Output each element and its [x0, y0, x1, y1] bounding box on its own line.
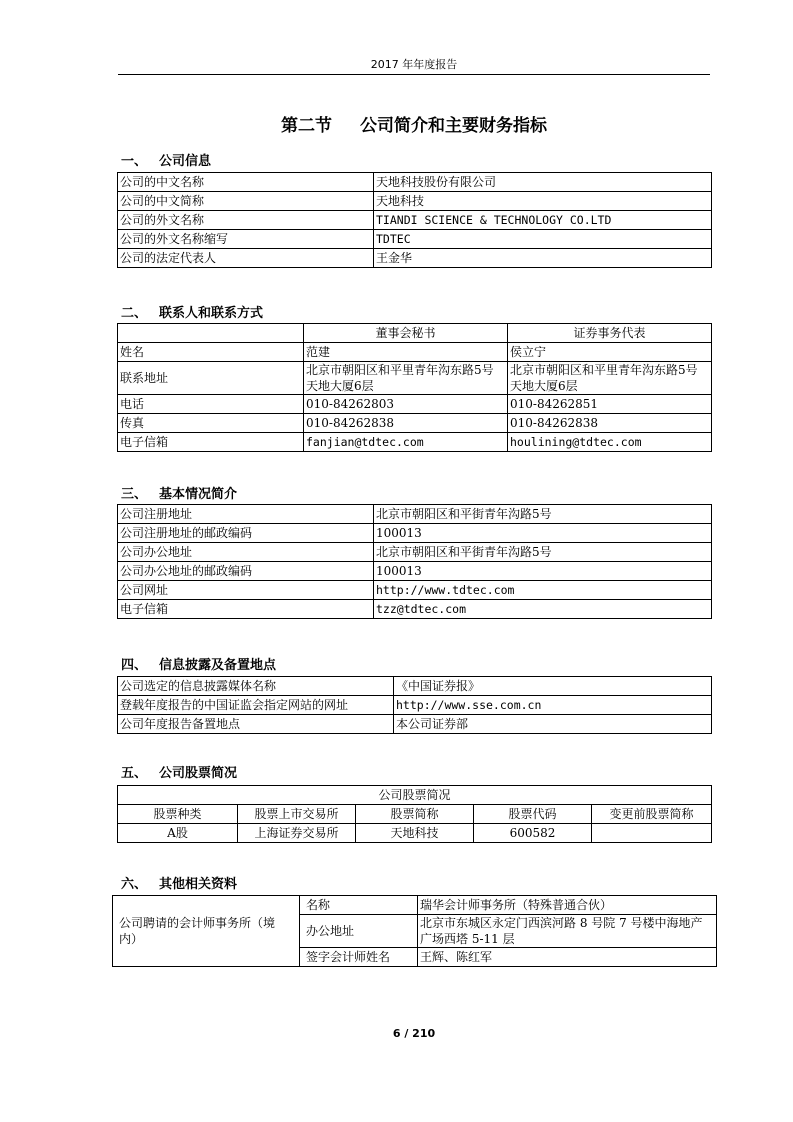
column-header: 变更前股票简称 [592, 805, 712, 824]
table-row [118, 343, 712, 362]
cell-value: 《中国证券报》 [394, 677, 712, 696]
cell-label: 公司的中文简称 [118, 192, 374, 211]
cell-label: 名称 [300, 896, 418, 915]
cell-label: 公司选定的信息披露媒体名称 [118, 677, 394, 696]
table-row [118, 696, 712, 715]
section-heading-other: 六、 其他相关资料 [121, 877, 238, 892]
cell-value: 100013 [374, 562, 712, 581]
cell-label: 办公地址 [300, 915, 418, 948]
cell-label: 签字会计师姓名 [300, 948, 418, 967]
section-heading-company-info: 一、 公司信息 [121, 154, 212, 169]
table-row [118, 505, 712, 524]
cell-value: 本公司证券部 [394, 715, 712, 734]
cell-label: 公司注册地址的邮政编码 [118, 524, 374, 543]
cell-label: 姓名 [118, 343, 304, 362]
cell-label: 公司年度报告备置地点 [118, 715, 394, 734]
column-header: 证券事务代表 [508, 324, 712, 343]
cell-value: 范建 [304, 343, 508, 362]
cell-value: 王辉、陈红军 [418, 948, 717, 967]
table-header-row [118, 324, 712, 343]
basic-info-table [117, 504, 712, 619]
column-header: 股票上市交易所 [238, 805, 356, 824]
group-label: 公司聘请的会计师事务所（境内） [113, 896, 300, 967]
table-row [118, 433, 712, 452]
header-rule [118, 74, 710, 75]
table-row [118, 362, 712, 395]
table-row [118, 600, 712, 619]
section-heading-disclosure: 四、 信息披露及备置地点 [121, 658, 277, 673]
cell-value: 上海证券交易所 [238, 824, 356, 843]
cell-value [592, 824, 712, 843]
cell-label: 公司的外文名称缩写 [118, 230, 374, 249]
section-heading-stock: 五、 公司股票简况 [121, 766, 238, 781]
table-row [118, 414, 712, 433]
table-caption: 公司股票简况 [118, 786, 712, 805]
table-row [118, 192, 712, 211]
section-heading-contacts: 二、 联系人和联系方式 [121, 306, 264, 321]
cell-value: fanjian@tdtec.com [304, 433, 508, 452]
table-row [118, 173, 712, 192]
section-heading-basic-info: 三、 基本情况简介 [121, 487, 238, 502]
stock-table [117, 785, 712, 843]
cell-label: 公司注册地址 [118, 505, 374, 524]
cell-value: TIANDI SCIENCE & TECHNOLOGY CO.LTD [374, 211, 712, 230]
table-row [118, 824, 712, 843]
cell-label: 公司的法定代表人 [118, 249, 374, 268]
column-header: 股票种类 [118, 805, 238, 824]
cell-value: 天地科技股份有限公司 [374, 173, 712, 192]
other-info-table [112, 895, 717, 967]
cell-value: 侯立宁 [508, 343, 712, 362]
report-header: 2017 年年度报告 [370, 58, 458, 71]
cell-value: 王金华 [374, 249, 712, 268]
cell-value: 北京市朝阳区和平街青年沟路5号 [374, 505, 712, 524]
disclosure-table [117, 676, 712, 734]
cell-value: houlining@tdtec.com [508, 433, 712, 452]
table-row [118, 715, 712, 734]
cell-value: 瑞华会计师事务所（特殊普通合伙） [418, 896, 717, 915]
cell-value: http://www.sse.com.cn [394, 696, 712, 715]
cell-label: 公司网址 [118, 581, 374, 600]
table-row [118, 249, 712, 268]
company-info-table [117, 172, 712, 268]
table-row [118, 230, 712, 249]
table-row [118, 395, 712, 414]
section-number: 第二节 [281, 116, 332, 136]
cell-label: 公司办公地址的邮政编码 [118, 562, 374, 581]
cell-value: 600582 [474, 824, 592, 843]
cell-label: 传真 [118, 414, 304, 433]
cell-value: 北京市朝阳区和平里青年沟东路5号天地大厦6层 [508, 362, 712, 395]
cell-label: 电子信箱 [118, 600, 374, 619]
cell-value: 100013 [374, 524, 712, 543]
cell-value: 010-84262803 [304, 395, 508, 414]
cell-value: 北京市朝阳区和平街青年沟路5号 [374, 543, 712, 562]
cell-label: 电话 [118, 395, 304, 414]
cell-value: 北京市朝阳区和平里青年沟东路5号天地大厦6层 [304, 362, 508, 395]
cell-value: 010-84262838 [304, 414, 508, 433]
cell-value: TDTEC [374, 230, 712, 249]
cell-value: A股 [118, 824, 238, 843]
cell-value: http://www.tdtec.com [374, 581, 712, 600]
table-row [118, 562, 712, 581]
cell-label: 公司的外文名称 [118, 211, 374, 230]
cell-label: 公司的中文名称 [118, 173, 374, 192]
cell-value: 北京市东城区永定门西滨河路 8 号院 7 号楼中海地产广场西塔 5-11 层 [418, 915, 717, 948]
contacts-table [117, 323, 712, 452]
table-header-row [118, 805, 712, 824]
cell-label: 登载年度报告的中国证监会指定网站的网址 [118, 696, 394, 715]
cell-value: 天地科技 [356, 824, 474, 843]
cell-value: 010-84262851 [508, 395, 712, 414]
section-name: 公司简介和主要财务指标 [360, 116, 547, 136]
column-header: 董事会秘书 [304, 324, 508, 343]
column-header: 股票简称 [356, 805, 474, 824]
cell-value: tzz@tdtec.com [374, 600, 712, 619]
cell-value: 010-84262838 [508, 414, 712, 433]
cell-label: 联系地址 [118, 362, 304, 395]
cell-value: 天地科技 [374, 192, 712, 211]
cell-label: 电子信箱 [118, 433, 304, 452]
table-caption-row [118, 786, 712, 805]
column-header: 股票代码 [474, 805, 592, 824]
cell-label: 公司办公地址 [118, 543, 374, 562]
page-title [118, 111, 710, 136]
table-row [118, 211, 712, 230]
table-row [118, 524, 712, 543]
table-row [113, 896, 717, 915]
table-row [118, 543, 712, 562]
table-row [118, 581, 712, 600]
page-number: 6 / 210 [392, 1027, 436, 1040]
table-row [118, 677, 712, 696]
